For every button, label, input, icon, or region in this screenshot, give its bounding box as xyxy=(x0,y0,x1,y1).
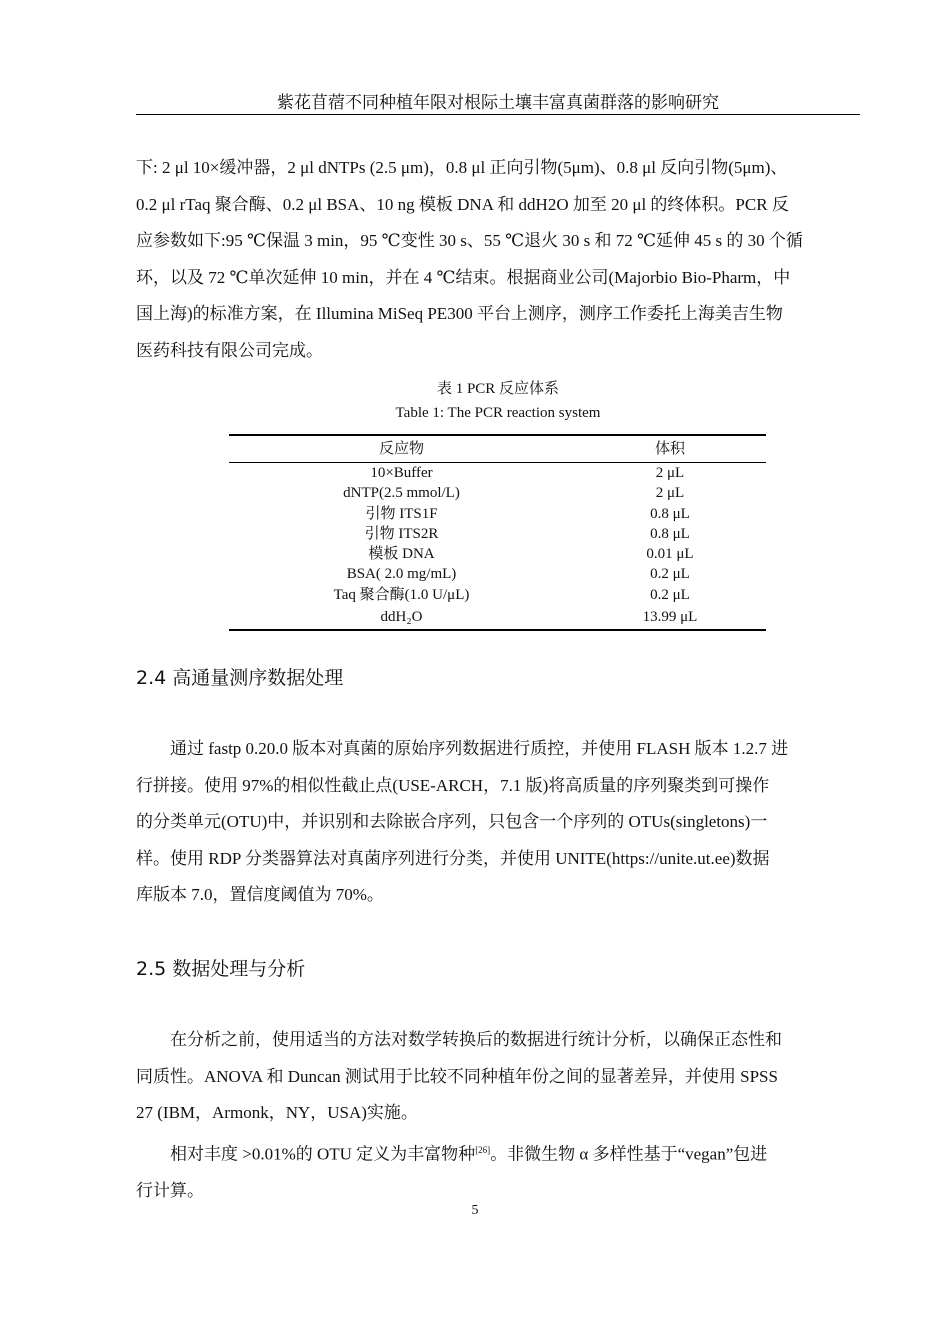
table-cell: 2 μL xyxy=(655,485,685,502)
table-cell: 模板 DNA xyxy=(368,546,435,563)
pcr-table-container xyxy=(229,434,766,631)
text-line: 在分析之前，使用适当的方法对数学转换后的数据进行统计分析，以确保正态性和 xyxy=(170,1030,782,1049)
text-line: 的分类单元(OTU)中，并识别和去除嵌合序列，只包含一个序列的 OTUs(singletons)一 xyxy=(136,812,768,831)
text-line: 库版本 7.0，置信度阈值为 70%。 xyxy=(136,885,384,904)
text-line: 国上海)的标准方案，在 Illumina MiSeq PE300 平台上测序，测序工作委托上海美吉生物 xyxy=(136,304,783,323)
intro-paragraph xyxy=(136,150,860,369)
section-2-4-paragraph xyxy=(136,731,860,914)
table-row xyxy=(229,605,766,630)
table-row xyxy=(229,504,766,524)
column-header-reactant: 反应物 xyxy=(229,435,574,463)
table-cell: 0.8 μL xyxy=(650,525,690,542)
table-cell: dNTP(2.5 mmol/L) xyxy=(343,485,460,502)
table-caption-cn: 表 1 PCR 反应体系 xyxy=(436,381,560,397)
column-header-volume: 体积 xyxy=(574,435,766,463)
text-line: 通过 fastp 0.20.0 版本对真菌的原始序列数据进行质控，并使用 FLASH 版本 1.2.7 进 xyxy=(170,739,789,758)
table-cell: 0.01 μL xyxy=(646,546,694,563)
table-row xyxy=(229,544,766,564)
table-cell: 10×Buffer xyxy=(370,465,433,481)
text-line: 行拼接。使用 97%的相似性截止点(USE-ARCH，7.1 版)将高质量的序列聚类到可操作 xyxy=(136,775,770,795)
text-line: 样。使用 RDP 分类器算法对真菌序列进行分类，并使用 UNITE(https://unite.ut.ee)数据 xyxy=(136,848,770,868)
table-cell: 0.8 μL xyxy=(650,505,690,522)
table-cell: 引物 ITS1F xyxy=(365,505,438,522)
text-line: 同质性。ANOVA 和 Duncan 测试用于比较不同种植年份之间的显著差异，并使用 SPSS xyxy=(136,1066,778,1086)
table-row xyxy=(229,524,766,544)
table-cell: ddH₂O xyxy=(229,605,574,630)
section-2-5-paragraph-2 xyxy=(136,1132,860,1210)
table-header-row xyxy=(229,435,766,463)
running-header: 紫花苜蓿不同种植年限对根际土壤丰富真菌群落的影响研究 xyxy=(277,93,719,112)
text-run: 相对丰度 >0.01%的 OTU 定义为丰富物种 xyxy=(170,1144,476,1164)
pcr-reaction-table xyxy=(229,434,766,631)
table-cell: 2 μL xyxy=(655,465,685,481)
table-cell: BSA( 2.0 mg/mL) xyxy=(346,566,457,583)
table-row xyxy=(229,585,766,605)
table-caption-en: Table 1: The PCR reaction system xyxy=(395,405,601,421)
table-cell: 13.99 μL xyxy=(574,605,766,630)
table-cell: 0.2 μL xyxy=(650,586,690,603)
section-heading-2-5: 2.5 数据处理与分析 xyxy=(136,958,306,980)
table-row xyxy=(229,564,766,584)
page-number: 5 xyxy=(471,1203,479,1218)
text-line: 行计算。 xyxy=(136,1181,204,1201)
section-2-5-paragraph-1 xyxy=(136,1022,860,1132)
header-rule xyxy=(136,114,860,115)
table-row xyxy=(229,483,766,503)
text-run: 。非微生物 α 多样性基于“vegan”包进 xyxy=(490,1144,768,1164)
table-cell: Taq 聚合酶(1.0 U/μL) xyxy=(333,586,470,603)
text-line: 环，以及 72 ℃单次延伸 10 min，并在 4 ℃结束。根据商业公司(Majorbio Bio-Pharm，中 xyxy=(136,267,791,287)
text-line: 医药科技有限公司完成。 xyxy=(136,340,323,360)
text-line xyxy=(136,1132,860,1173)
text-line: 下: 2 μl 10×缓冲器，2 μl dNTPs (2.5 μm)，0.8 μl 正向引物(5μm)、0.8 μl 反向引物(5μm)、 xyxy=(136,158,788,177)
table-cell: 引物 ITS2R xyxy=(364,525,439,542)
citation-reference[interactable]: [26] xyxy=(475,1145,491,1155)
table-row xyxy=(229,463,766,484)
table-cell: 0.2 μL xyxy=(650,566,690,583)
text-line: 应参数如下:95 ℃保温 3 min，95 ℃变性 30 s、55 ℃退火 30 s 和 72 ℃延伸 45 s 的 30 个循 xyxy=(136,231,803,250)
text-line: 0.2 μl rTaq 聚合酶、0.2 μl BSA、10 ng 模板 DNA 和 ddH2O 加至 20 μl 的终体积。PCR 反 xyxy=(136,194,789,214)
text-line: 27 (IBM，Armonk，NY，USA)实施。 xyxy=(136,1103,418,1122)
section-heading-2-4: 2.4 高通量测序数据处理 xyxy=(136,667,344,689)
